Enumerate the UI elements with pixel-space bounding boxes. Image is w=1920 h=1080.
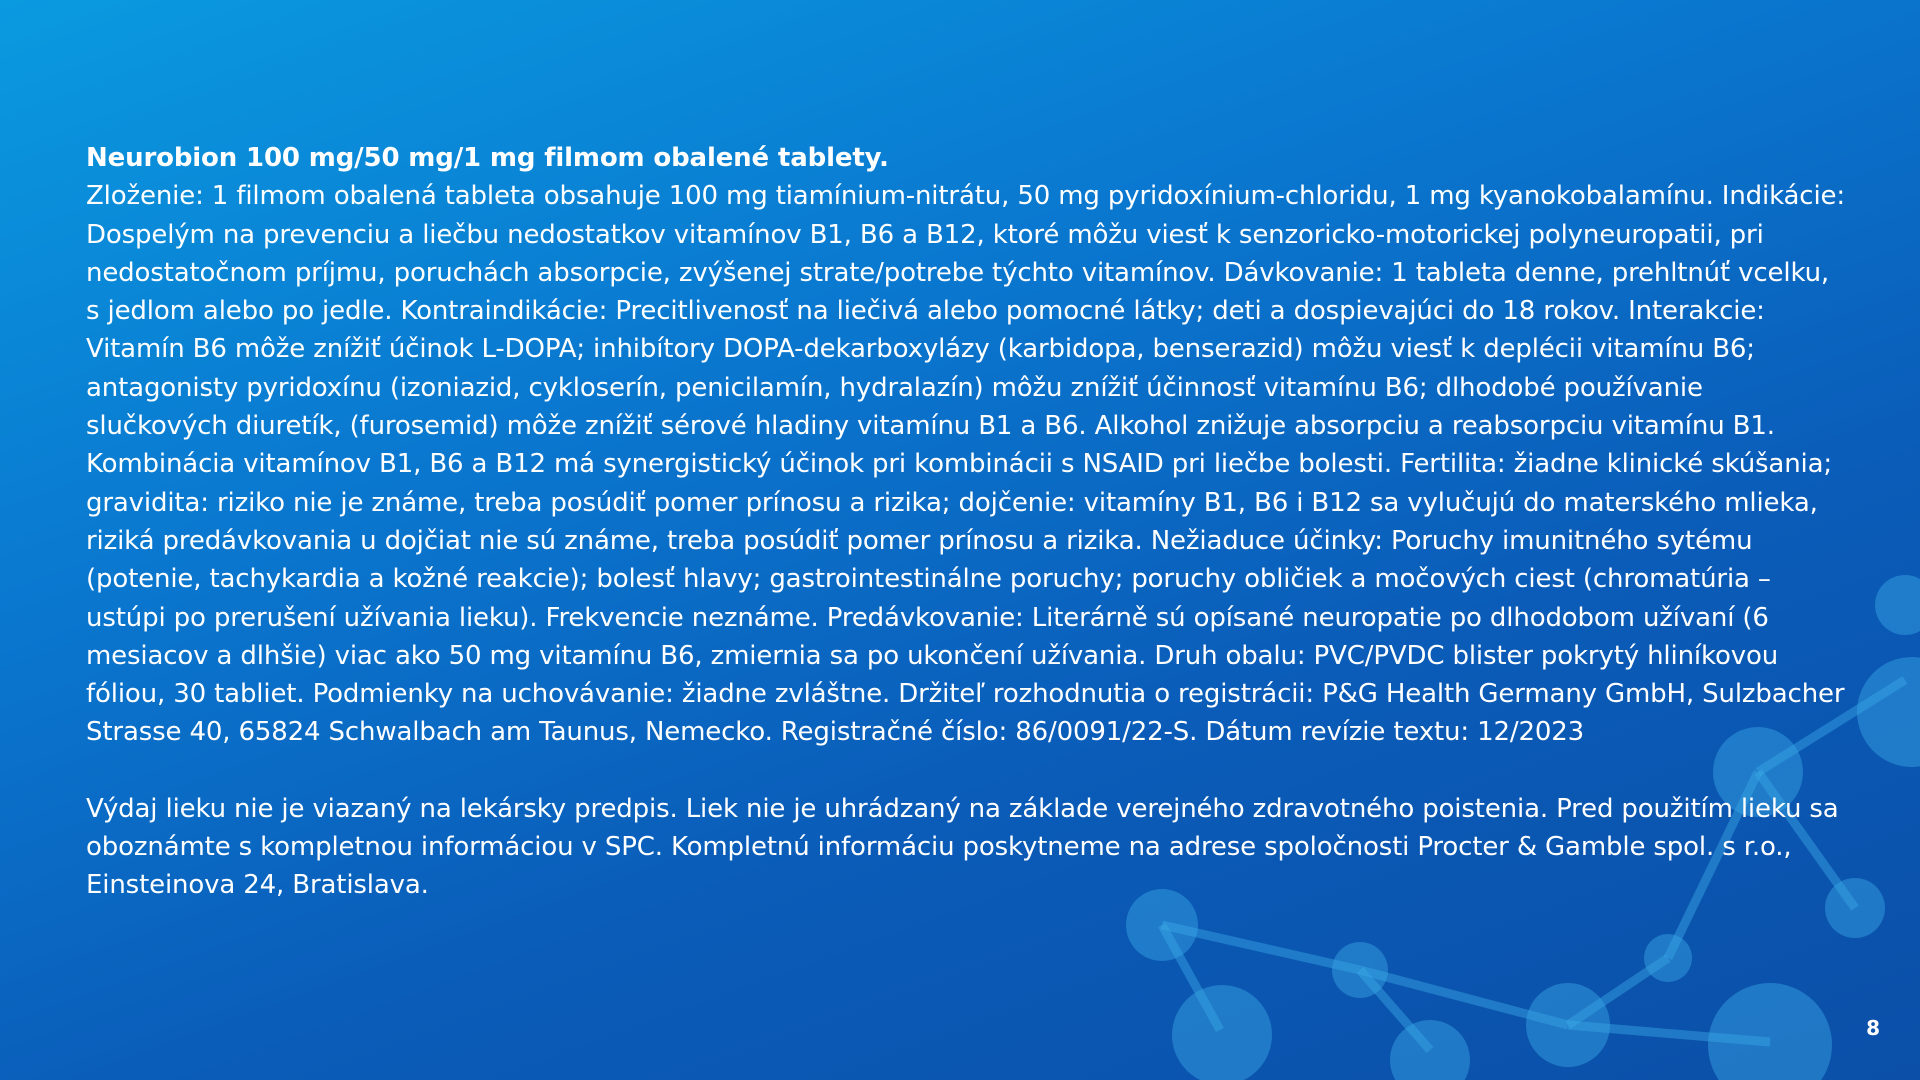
slide-content bbox=[86, 139, 1846, 905]
product-heading: Neurobion 100 mg/50 mg/1 mg filmom obalené tablety. bbox=[86, 143, 889, 173]
dispensing-notice: Výdaj lieku nie je viazaný na lekársky predpis. Liek nie je uhrádzaný na základe verejného zdravotného poistenia. Pred použitím lieku sa oboznámte s kompletnou informáciou v SPC. Kompletnú informáciu poskytneme na adrese spoločnosti Procter & Gamble spol. s r.o., Einsteinova 24, Bratislava. bbox=[86, 793, 1839, 901]
product-information-text: Zloženie: 1 filmom obalená tableta obsahuje 100 mg tiamínium-nitrátu, 50 mg pyridoxínium-chloridu, 1 mg kyanokobalamínu. Indikácie: Dospelým na prevenciu a liečbu nedostatkov vitamínov B1, B6 a B12, ktoré môžu viesť k senzoricko-motorickej polyneuropatii, pri nedostatočnom príjmu, poruchách absorpcie, zvýšenej strate/potrebe týchto vitamínov. Dávkovanie: 1 tableta denne, prehltnúť vcelku, s jedlom alebo po jedle. Kontraindikácie: Precitlivenosť na liečivá alebo pomocné látky; deti a dospievajúci do 18 rokov. Interakcie: Vitamín B6 môže znížiť účinok L-DOPA; inhibítory DOPA-dekarboxylázy (karbidopa, benserazid) môžu viesť k deplécii vitamínu B6; antagonisty pyridoxínu (izoniazid, cykloserín, penicilamín, hydralazín) môžu znížiť účinnosť vitamínu B6; dlhodobé používanie slučkových diuretík, (furosemid) môže znížiť sérové hladiny vitamínu B1 a B6. Alkohol znižuje absorpciu a reabsorpciu vitamínu B1. Kombinácia vitamínov B1, B6 a B12 má synergistický účinok pri kombinácii s NSAID pri liečbe bolesti. Fertilita: žiadne klinické skúšania; gravidita: riziko nie je známe, treba posúdiť pomer prínosu a rizika; dojčenie: vitamíny B1, B6 i B12 sa vylučujú do materského mlieka, riziká predávkovania u dojčiat nie sú známe, treba posúdiť pomer prínosu a rizika. Nežiaduce účinky: Poruchy imunitného sytému (potenie, tachykardia a kožné reakcie); bolesť hlavy; gastrointestinálne poruchy; poruchy obličiek a močových ciest (chromatúria – ustúpi po prerušení užívania lieku). Frekvencie neznáme. Predávkovanie: Literárně sú opísané neuropatie po dlhodobom užívaní (6 mesiacov a dlhšie) viac ako 50 mg vitamínu B6, zmiernia sa po ukončení užívania. Druh obalu: PVC/PVDC blister pokrytý hliníkovou fóliou, 30 tabliet. Podmienky na uchovávanie: žiadne zvláštne. Držiteľ rozhodnutia o registrácii: P&G Health Germany GmbH, Sulzbacher Strasse 40, 65824 Schwalbach am Taunus, Nemecko. Registračné číslo: 86/0091/22-S. Dátum revízie textu: 12/2023 bbox=[86, 181, 1845, 748]
page-number: 8 bbox=[1866, 1016, 1880, 1040]
